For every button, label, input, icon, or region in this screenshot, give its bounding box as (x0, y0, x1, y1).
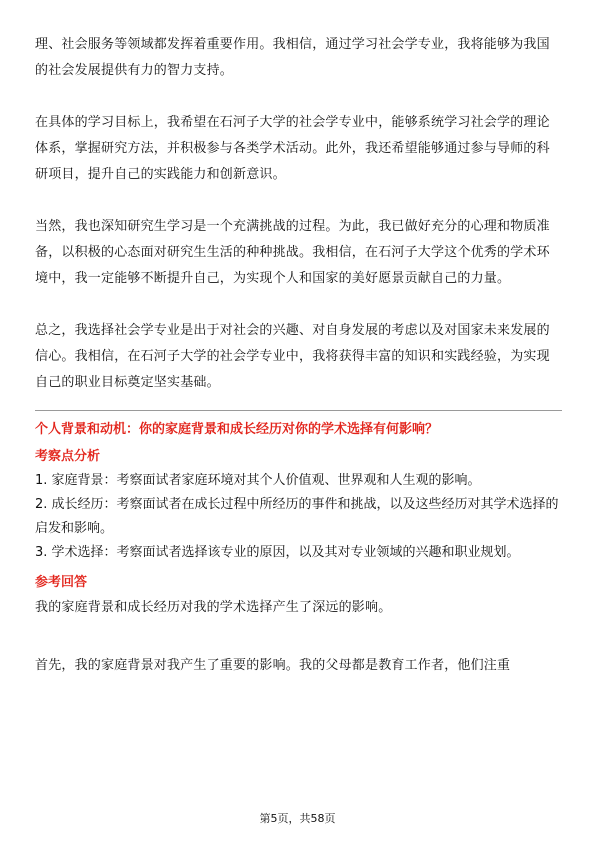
analysis-item: 1. 家庭背景：考察面试者家庭环境对其个人价值观、世界观和人生观的影响。 (35, 473, 481, 488)
body-paragraph: 总之，我选择社会学专业是出于对社会的兴趣、对自身发展的考虑以及对国家未来发展的信心。我相信，在石河子大学的社会学专业中，我将获得丰富的知识和实践经验，为实现自己的职业目标奠定坚实基础。 (35, 323, 550, 390)
page-number: 第5页，共58页 (259, 812, 336, 825)
page-content (35, 32, 562, 679)
analysis-heading: 考察点分析 (35, 449, 101, 464)
answer-paragraph: 首先，我的家庭背景对我产生了重要的影响。我的父母都是教育工作者，他们注重 (35, 658, 511, 673)
analysis-item: 3. 学术选择：考察面试者选择该专业的原因，以及其对专业领域的兴趣和职业规划。 (35, 545, 520, 560)
body-paragraph: 在具体的学习目标上，我希望在石河子大学的社会学专业中，能够系统学习社会学的理论体系，掌握研究方法，并积极参与各类学术活动。此外，我还希望能够通过参与导师的科研项目，提升自己的实践能力和创新意识。 (35, 115, 550, 182)
answer-heading: 参考回答 (35, 575, 88, 590)
section-divider (35, 410, 562, 411)
body-paragraph: 当然，我也深知研究生学习是一个充满挑战的过程。为此，我已做好充分的心理和物质准备，以积极的心态面对研究生生活的种种挑战。我相信，在石河子大学这个优秀的学术环境中，我一定能够不断提升自己，为实现个人和国家的美好愿景贡献自己的力量。 (35, 219, 550, 286)
question-title: 个人背景和动机：你的家庭背景和成长经历对你的学术选择有何影响？ (35, 422, 439, 437)
body-paragraph: 理、社会服务等领域都发挥着重要作用。我相信，通过学习社会学专业，我将能够为我国的社会发展提供有力的智力支持。 (35, 37, 550, 78)
analysis-item: 2. 成长经历：考察面试者在成长过程中所经历的事件和挑战，以及这些经历对其学术选择的启发和影响。 (35, 497, 559, 536)
answer-paragraph: 我的家庭背景和成长经历对我的学术选择产生了深远的影响。 (35, 600, 392, 615)
